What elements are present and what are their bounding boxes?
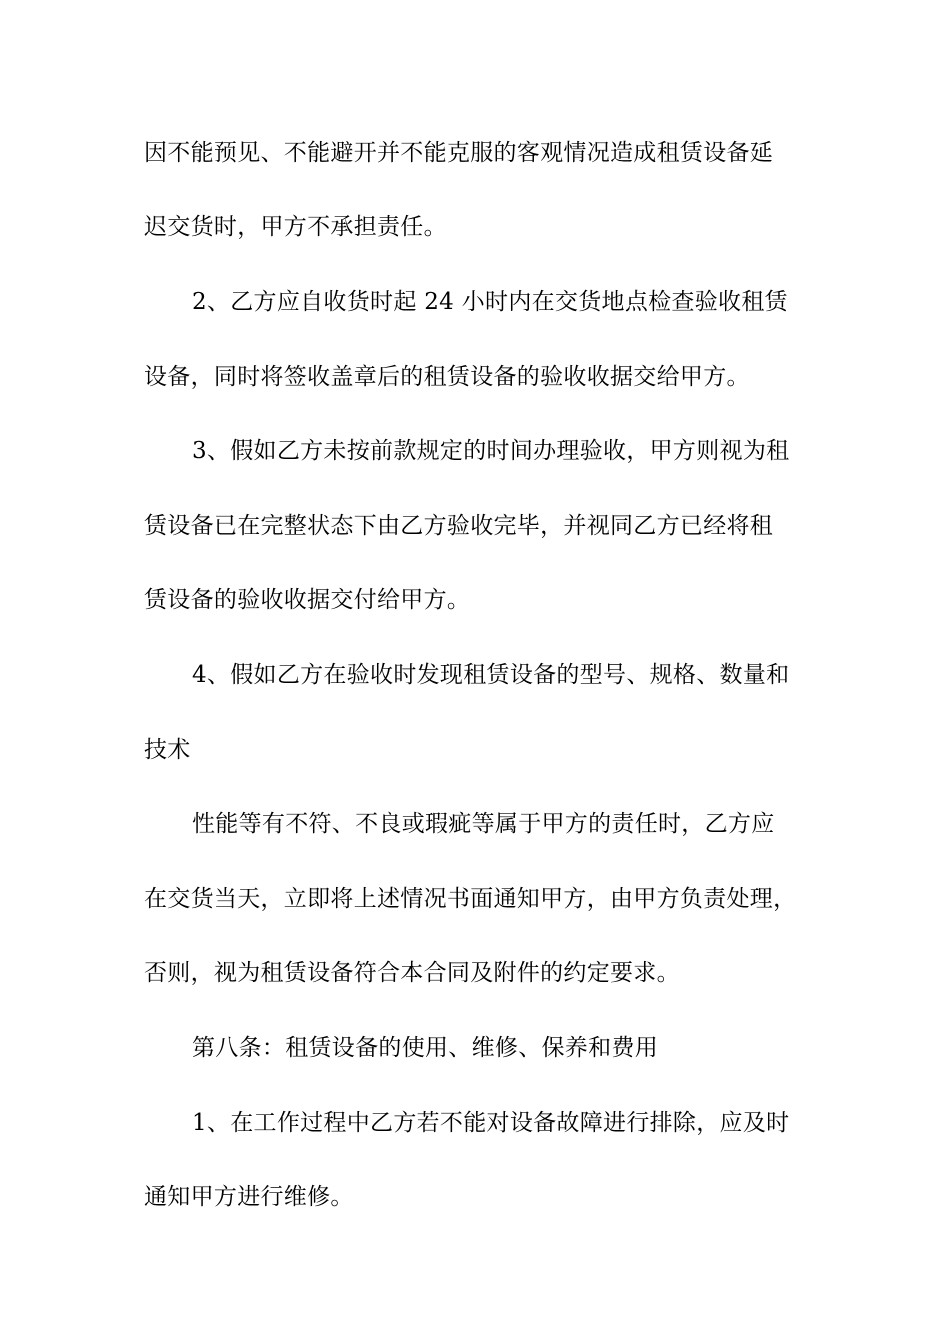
paragraph-line: 性能等有不符、不良或瑕疵等属于甲方的责任时，乙方应 — [192, 811, 775, 837]
paragraph-line: 设备，同时将签收盖章后的租赁设备的验收收据交给甲方。 — [144, 364, 750, 390]
paragraph-line: 赁设备已在完整状态下由乙方验收完毕，并视同乙方已经将租 — [144, 513, 774, 539]
paragraph-line: 赁设备的验收收据交付给甲方。 — [144, 587, 471, 613]
paragraph-line: 1、在工作过程中乙方若不能对设备故障进行排除，应及时 — [192, 1110, 790, 1136]
paragraph-line: 迟交货时，甲方不承担责任。 — [144, 214, 447, 240]
paragraph-line: 通知甲方进行维修。 — [144, 1184, 354, 1210]
paragraph-line: 技术 — [144, 737, 191, 763]
paragraph-line: 3、假如乙方未按前款规定的时间办理验收，甲方则视为租 — [192, 438, 790, 464]
paragraph-line: 在交货当天，立即将上述情况书面通知甲方，由甲方负责处理， — [144, 886, 797, 912]
paragraph-line: 4、假如乙方在验收时发现租赁设备的型号、规格、数量和 — [192, 662, 790, 688]
paragraph-line: 2、乙方应自收货时起 24 小时内在交货地点检查验收租赁 — [192, 289, 788, 315]
paragraph-line: 因不能预见、不能避开并不能克服的客观情况造成租赁设备延 — [144, 140, 774, 166]
section-heading: 第八条：租赁设备的使用、维修、保养和费用 — [192, 1035, 658, 1061]
paragraph-line: 否则，视为租赁设备符合本合同及附件的约定要求。 — [144, 960, 680, 986]
